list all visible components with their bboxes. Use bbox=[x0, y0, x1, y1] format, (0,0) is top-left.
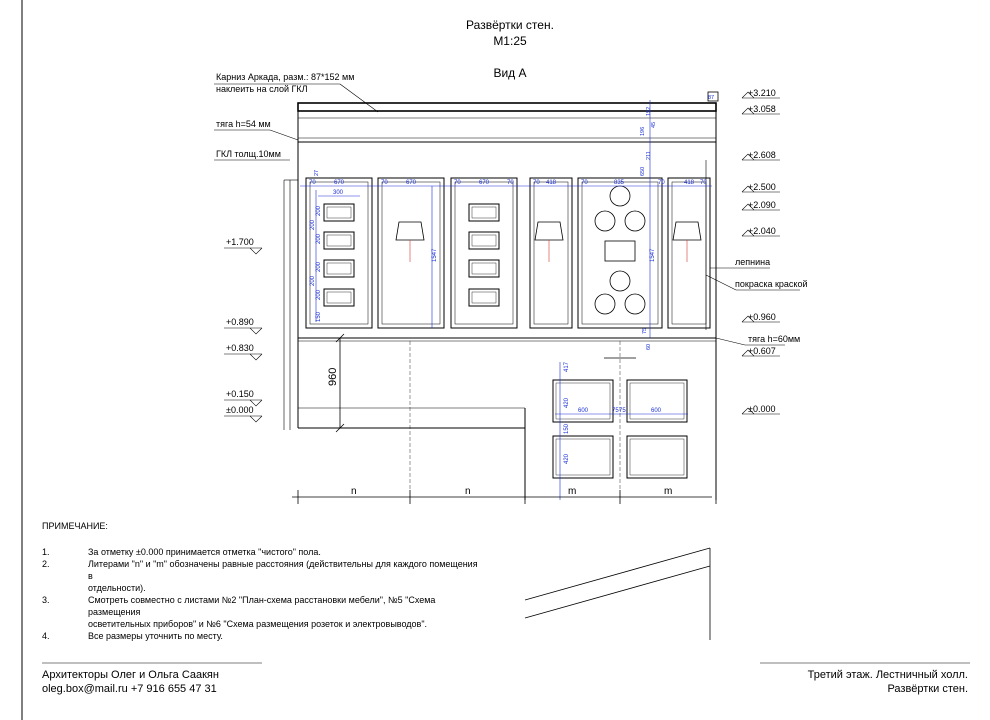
chain-label-0: n bbox=[351, 486, 357, 497]
dim-lw-0: 417 bbox=[564, 361, 570, 372]
note-number: 1. bbox=[42, 547, 50, 557]
dim-top-10: 835 bbox=[614, 180, 625, 186]
level-label-r1: +3.058 bbox=[748, 104, 776, 114]
callout-gkl: ГКЛ толщ.10мм bbox=[216, 149, 281, 159]
dim-panel-height-1: 1547 bbox=[432, 248, 438, 262]
level-label-r7: +0.607 bbox=[748, 346, 776, 356]
note-number: 4. bbox=[42, 631, 50, 641]
note-item bbox=[42, 594, 482, 630]
dim-lv-3: 200 bbox=[316, 289, 322, 300]
dim-lv-2: 200 bbox=[316, 261, 322, 272]
left-vertical-dimension-labels bbox=[310, 205, 656, 322]
dim-top-11: 70 bbox=[658, 180, 665, 186]
dim-top-8: 418 bbox=[546, 180, 557, 186]
level-label-l2: +0.830 bbox=[226, 343, 254, 353]
callout-pull60: тяга h=60мм bbox=[748, 334, 801, 344]
notes-heading: ПРИМЕЧАНИЕ: bbox=[42, 521, 108, 531]
top-row-dimension-labels bbox=[309, 180, 707, 196]
footer-architects bbox=[42, 668, 219, 696]
note-number: 2. bbox=[42, 559, 50, 569]
dim-lv-1: 200 bbox=[316, 233, 322, 244]
note-text: Все размеры уточнить по месту. bbox=[88, 631, 223, 641]
dim-dado-height: 960 bbox=[327, 367, 339, 386]
sheet-scale: М1:25 bbox=[493, 34, 527, 48]
dim-pull-60: 60 bbox=[646, 343, 652, 350]
dim-ts-2: 45 bbox=[651, 121, 657, 128]
notes-block bbox=[42, 520, 482, 642]
note-text: осветительных приборов" и №6 "Схема размещения розеток и электровыводов". bbox=[88, 619, 428, 629]
dim-inner-width: 300 bbox=[333, 190, 344, 196]
chain-label-2: m bbox=[568, 486, 577, 497]
dim-top-1: 670 bbox=[334, 180, 345, 186]
lower-horizontal-dimension-labels bbox=[578, 408, 662, 414]
dim-lv-4: 200 bbox=[310, 219, 316, 230]
dim-lh-3: 600 bbox=[651, 408, 662, 414]
wall-outline bbox=[284, 92, 718, 500]
dim-top-6: 70 bbox=[507, 180, 514, 186]
level-markers-right bbox=[742, 92, 780, 414]
stair-outline bbox=[525, 548, 710, 640]
note-text: Смотреть совместно с листами №2 "План-схема расстановки мебели", №5 "Схема размещения bbox=[88, 595, 436, 617]
sheet-location: Третий этаж. Лестничный холл. bbox=[807, 669, 968, 681]
view-title: Вид А bbox=[493, 66, 527, 80]
dim-pull-87: 87 bbox=[708, 95, 715, 101]
dim-lh-0: 600 bbox=[578, 408, 589, 414]
callout-molding: лепнина bbox=[735, 257, 771, 267]
dim-top-0: 70 bbox=[309, 180, 316, 186]
callout-leaders bbox=[214, 84, 800, 345]
panel-6 bbox=[668, 178, 710, 328]
note-item bbox=[42, 546, 482, 558]
architects-name: Архитекторы Олег и Ольга Саакян bbox=[42, 669, 219, 681]
dim-top-13: 70 bbox=[700, 180, 707, 186]
dim-top-7: 70 bbox=[533, 180, 540, 186]
dim-lv-0: 200 bbox=[316, 205, 322, 216]
dim-ts-3: 196 bbox=[640, 126, 646, 136]
note-item bbox=[42, 630, 482, 642]
dim-lw-3: 420 bbox=[564, 453, 570, 464]
chain-label-3: m bbox=[664, 486, 673, 497]
architects-contact: oleg.box@mail.ru +7 916 655 47 31 bbox=[42, 683, 217, 695]
level-label-r3: +2.500 bbox=[748, 182, 776, 192]
circle-ornament bbox=[595, 186, 645, 314]
level-label-r6: +0.960 bbox=[748, 312, 776, 322]
dim-top-5: 670 bbox=[479, 180, 490, 186]
callout-cornice-2: наклеить на слой ГКЛ bbox=[216, 84, 308, 94]
dim-ts-5: 650 bbox=[640, 166, 646, 176]
dim-top-3: 670 bbox=[406, 180, 417, 186]
dim-top-12: 418 bbox=[684, 180, 695, 186]
level-label-r5: +2.040 bbox=[748, 226, 776, 236]
level-label-l3: +0.150 bbox=[226, 389, 254, 399]
callout-pull54: тяга h=54 мм bbox=[216, 119, 271, 129]
callout-cornice-1: Карниз Аркада, разм.: 87*152 мм bbox=[216, 72, 355, 82]
panel-4 bbox=[530, 178, 572, 328]
small-frames bbox=[324, 204, 499, 306]
level-label-r0: +3.210 bbox=[748, 88, 776, 98]
dim-ts-0: 27 bbox=[314, 169, 320, 176]
dim-top-2: 70 bbox=[381, 180, 388, 186]
lower-vertical-dimension-labels bbox=[564, 361, 570, 464]
bottom-chain-labels bbox=[351, 486, 672, 497]
dim-ts-4: 211 bbox=[646, 151, 652, 160]
dim-lv-6: 150 bbox=[316, 311, 322, 322]
dim-pull-75: 75 bbox=[642, 327, 648, 334]
note-text: За отметку ±0.000 принимается отметка "чистого" пола. bbox=[88, 547, 321, 557]
dim-ts-1: 152 bbox=[646, 106, 652, 116]
dim-lh-1: 75 bbox=[612, 408, 619, 414]
note-number: 3. bbox=[42, 595, 50, 605]
dim-panel-height-2: 1547 bbox=[650, 248, 656, 262]
dim-lw-1: 420 bbox=[564, 397, 570, 408]
dim-lh-2: 75 bbox=[619, 408, 626, 414]
level-label-r4: +2.090 bbox=[748, 200, 776, 210]
level-label-r2: +2.608 bbox=[748, 150, 776, 160]
level-label-l1: +0.890 bbox=[226, 317, 254, 327]
dim-lv-5: 200 bbox=[310, 275, 316, 286]
note-text: Литерами "n" и "m" обозначены равные расстояния (действительны для каждого помещения в bbox=[88, 559, 478, 581]
dim-top-9: 70 bbox=[581, 180, 588, 186]
level-label-r8: ±0.000 bbox=[748, 404, 776, 414]
top-small-dimension-labels bbox=[314, 95, 714, 350]
dim-top-4: 70 bbox=[454, 180, 461, 186]
chain-label-1: n bbox=[465, 486, 471, 497]
sheet-title: Развёртки стен. bbox=[466, 18, 554, 32]
level-label-l0: +1.700 bbox=[226, 237, 254, 247]
lower-frames bbox=[553, 358, 687, 478]
note-text: отдельности). bbox=[88, 583, 146, 593]
callout-paint: покраска краской bbox=[735, 279, 808, 289]
level-label-l4: ±0.000 bbox=[226, 405, 254, 415]
sheet-name: Развёртки стен. bbox=[887, 683, 968, 695]
footer-sheet-info bbox=[808, 668, 968, 696]
note-item bbox=[42, 558, 482, 594]
dim-lw-2: 150 bbox=[564, 423, 570, 434]
